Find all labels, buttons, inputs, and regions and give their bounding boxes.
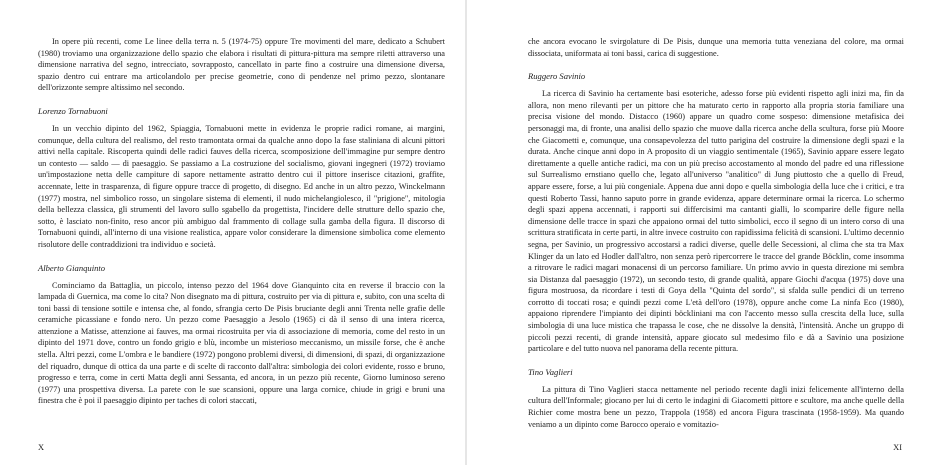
page-number: X <box>38 443 45 452</box>
section-heading: Lorenzo Tornabuoni <box>38 105 108 116</box>
section-heading: Alberto Gianquinto <box>38 262 106 273</box>
right-page <box>467 0 930 465</box>
paragraph: che ancora evocano le svirgolature di De Pisis, dunque una memoria tutta veneziana del colore, ma ormai dissociata, uniformata ai toni bassi, carica di suggestione. <box>528 37 904 58</box>
paragraph: La ricerca di Savinio ha certamente basi esoteriche, adesso forse più evidenti rispetto agli inizi ma, fin da allora, non meno rilevanti per un pittore che ha maturato certo in rapporto alla propria storia familiare una precisa visione del mondo. Distacco (1960) appare un quadro come sospeso: dimensione metafisica dei personaggi ma, di fronte, una analisi dello spazio che muove dalla ricerca anche della scultura, forse più Moore che Giacometti e, comunque, una consapevolezza del tutto parigina del costruire la dimensione degli spazi e la durata. Anche cinque anni dopo in A proposito di un viaggio sentimentale (1965), Savinio appare essere legato direttamente a quelle antiche radici, ma con un più preciso accostamento al mondo del padre ed una riflessione sul Surrealismo ernstiano quello che, legato all'universo "analitico" di Jung piuttosto che a quello di Freud, appare essere, forse, a lui più congeniale. Appena due anni dopo e quella simbologia della luce che i critici, e tra questi Roberto Tassi, hanno saputo porre in grande evidenza, appare determinare ormai la ricerca. Lo schermo degli spazi appena accennati, i rapporti sui differcisimi ma cantanti gialli, lo scomparire delle figure nella dimensione delle tracce in spazi che appaiono ormai del tutto simbolici, ecco il segno di un intero corso di una scrittura stratificata in certe parti, in altre invece costruito con rapidissima felicità di scansioni. L'ultimo decennio segna, per Savinio, un progressivo accostarsi a radici diverse, quelle delle Secessioni, al clima che sta tra Max Klinger da un lato ed Hodler dall'altro, non senza però ripercorrere le tracce del grande Böcklin, come insomma a ritrovare le radici magari monacensi di un percorso familiare. Un primo avvio in questa direzione mi sembra sia Distanza dal paesaggio (1972), un secondo testo, di grande qualità, appare Giochi d'acqua (1975) dove una figura mostruosa, da ricordare i testi di Goya della "Quinta del sordo", si sfalda sulle pendici di un terreno corrotto di toccati rosa; e quindi pezzi come L'età dell'oro (1978), oppure anche come La ninfa Eco (1980), appaiono riprendere l'impianto dei dipinti böckliniani ma con l'accento messo sulla crescita della luce, sulla simbologia di una luce mistica che trapassa le cose, che ne dissolve la densità, l'intensità. Anche un gruppo di piccoli pezzi recenti, di grande intensità, appare giocato sul medesimo filo e dà a Savinio una posizione particolare e del tutto nuova nel panorama della recente pittura. <box>528 89 904 354</box>
page-number: XI <box>893 443 902 452</box>
section-heading: Tino Vaglieri <box>528 366 573 377</box>
paragraph: In opere più recenti, come Le linee della terra n. 5 (1974-75) oppure Tre movimenti del mare, dedicato a Schubert (1980) troviamo una organizzazione dello spazio che elabora i risultati di pittura-pittura ma sempre riletti attraverso una dimensione narrativa del segno, intrecciato, sovrapposto, cancellato in parte fino a costruire una dimensione diversa, spazio dentro cui entrare ma articolandolo per precise geometrie, cono di pendenze nel primo pezzo, slontanare dell'orizzonte sempre altissimo nel secondo. <box>38 37 445 93</box>
paragraph: In un vecchio dipinto del 1962, Spiaggia, Tornabuoni mette in evidenza le proprie radici romane, ai margini, comunque, della cultura del realismo, del resto tramontata ormai da qualche anno dopo la fase staliniana di alcuni pittori attivi nella capitale. Riscoperta quindi delle radici fauves della ricerca, scomposizione dell'immagine pur sempre dentro un contesto — saldo — di paesaggio. Se passiamo a La costruzione del socialismo, giovani ingegneri (1972) troviamo un'impostazione netta delle campiture di sapore nettamente astratto dentro cui il pittore inserisce citazioni, graffite, accennate, lette in trasparenza, di figure oppure tracce di progetto, di disegno. Ed anche in un altro pezzo, Winckelmann (1977) mostra, nel simbolico rosso, un singolare sistema di elementi, il nudo michelangiolesco, il "prigione", mitologia della bellezza classica, gli strumenti del lavoro sullo sgabello da progettista, l'incidere delle strutture dello spazio che, sotto, è lasciato non-finito, reso ancor più ambiguo dal frammento di collage sulla gamba della figura. Il discorso di Tornabuoni quindi, all'interno di una visione realistica, appare volor considerare la dimensione simbolica come elemento risolutore delle contraddizioni tra individuo e società. <box>38 123 445 249</box>
paragraph: Cominciamo da Battaglia, un piccolo, intenso pezzo del 1964 dove Gianquinto cita en reverse il braccio con la lampada di Guernica, ma come lo cita? Non disegnato ma di pittura, costruito per via di pittura e, subito, con una scelta di toni bassi di tensione sottile e intensa che, al fondo, sfrangia certo De Pisis bruciante degli anni Trenta nelle grafie delle ceramiche picassiane e fondo nero. Un pezzo come Paesaggio a Jesolo (1965) ci dà il senso di una intera ricerca, attenzione a Matisse, attenzione ai fauves, ma ormai ricostruita per via di associazione di memoria, come del resto in un dipinto del 1971 dove, contro un fondo grigio e blù, incombe un misterioso meccanismo, un missile forse, che è anche stella. Altri pezzi, come L'ombra e le bandiere (1972) pongono problemi diversi, di dimensioni, di spazi, di organizzazione del riquadro, dunque di ottica da una parte e di scelte di racconto dall'altra: simbologia dei colori evidente, rosso e bruno, progresso e terra, come in certi Matta degli anni Sessanta, ed ancora, in un pezzo più recente, Giorno luminoso sereno (1977) una prospettiva diversa. La parete con le sue scansioni, oppure una larga cornice, chiude in grigi e bruni una finestra che è poi il paesaggio dipinto per taches di colori staccati, <box>38 280 445 406</box>
paragraph: La pittura di Tino Vaglieri stacca nettamente nel periodo recente dagli inizi felicemente all'interno della cultura dell'Informale; giocano per lui di certo le indagini di Giacometti pittore e scultore, ma anche quelle della Richier come mostra bene un pezzo, Trappola (1958) ed ancora Figura trascinata (1958-1959). Ma quando veniamo a un dipinto come Barocco operaio e vomitazio- <box>528 384 904 429</box>
section-heading: Ruggero Savinio <box>528 71 586 82</box>
